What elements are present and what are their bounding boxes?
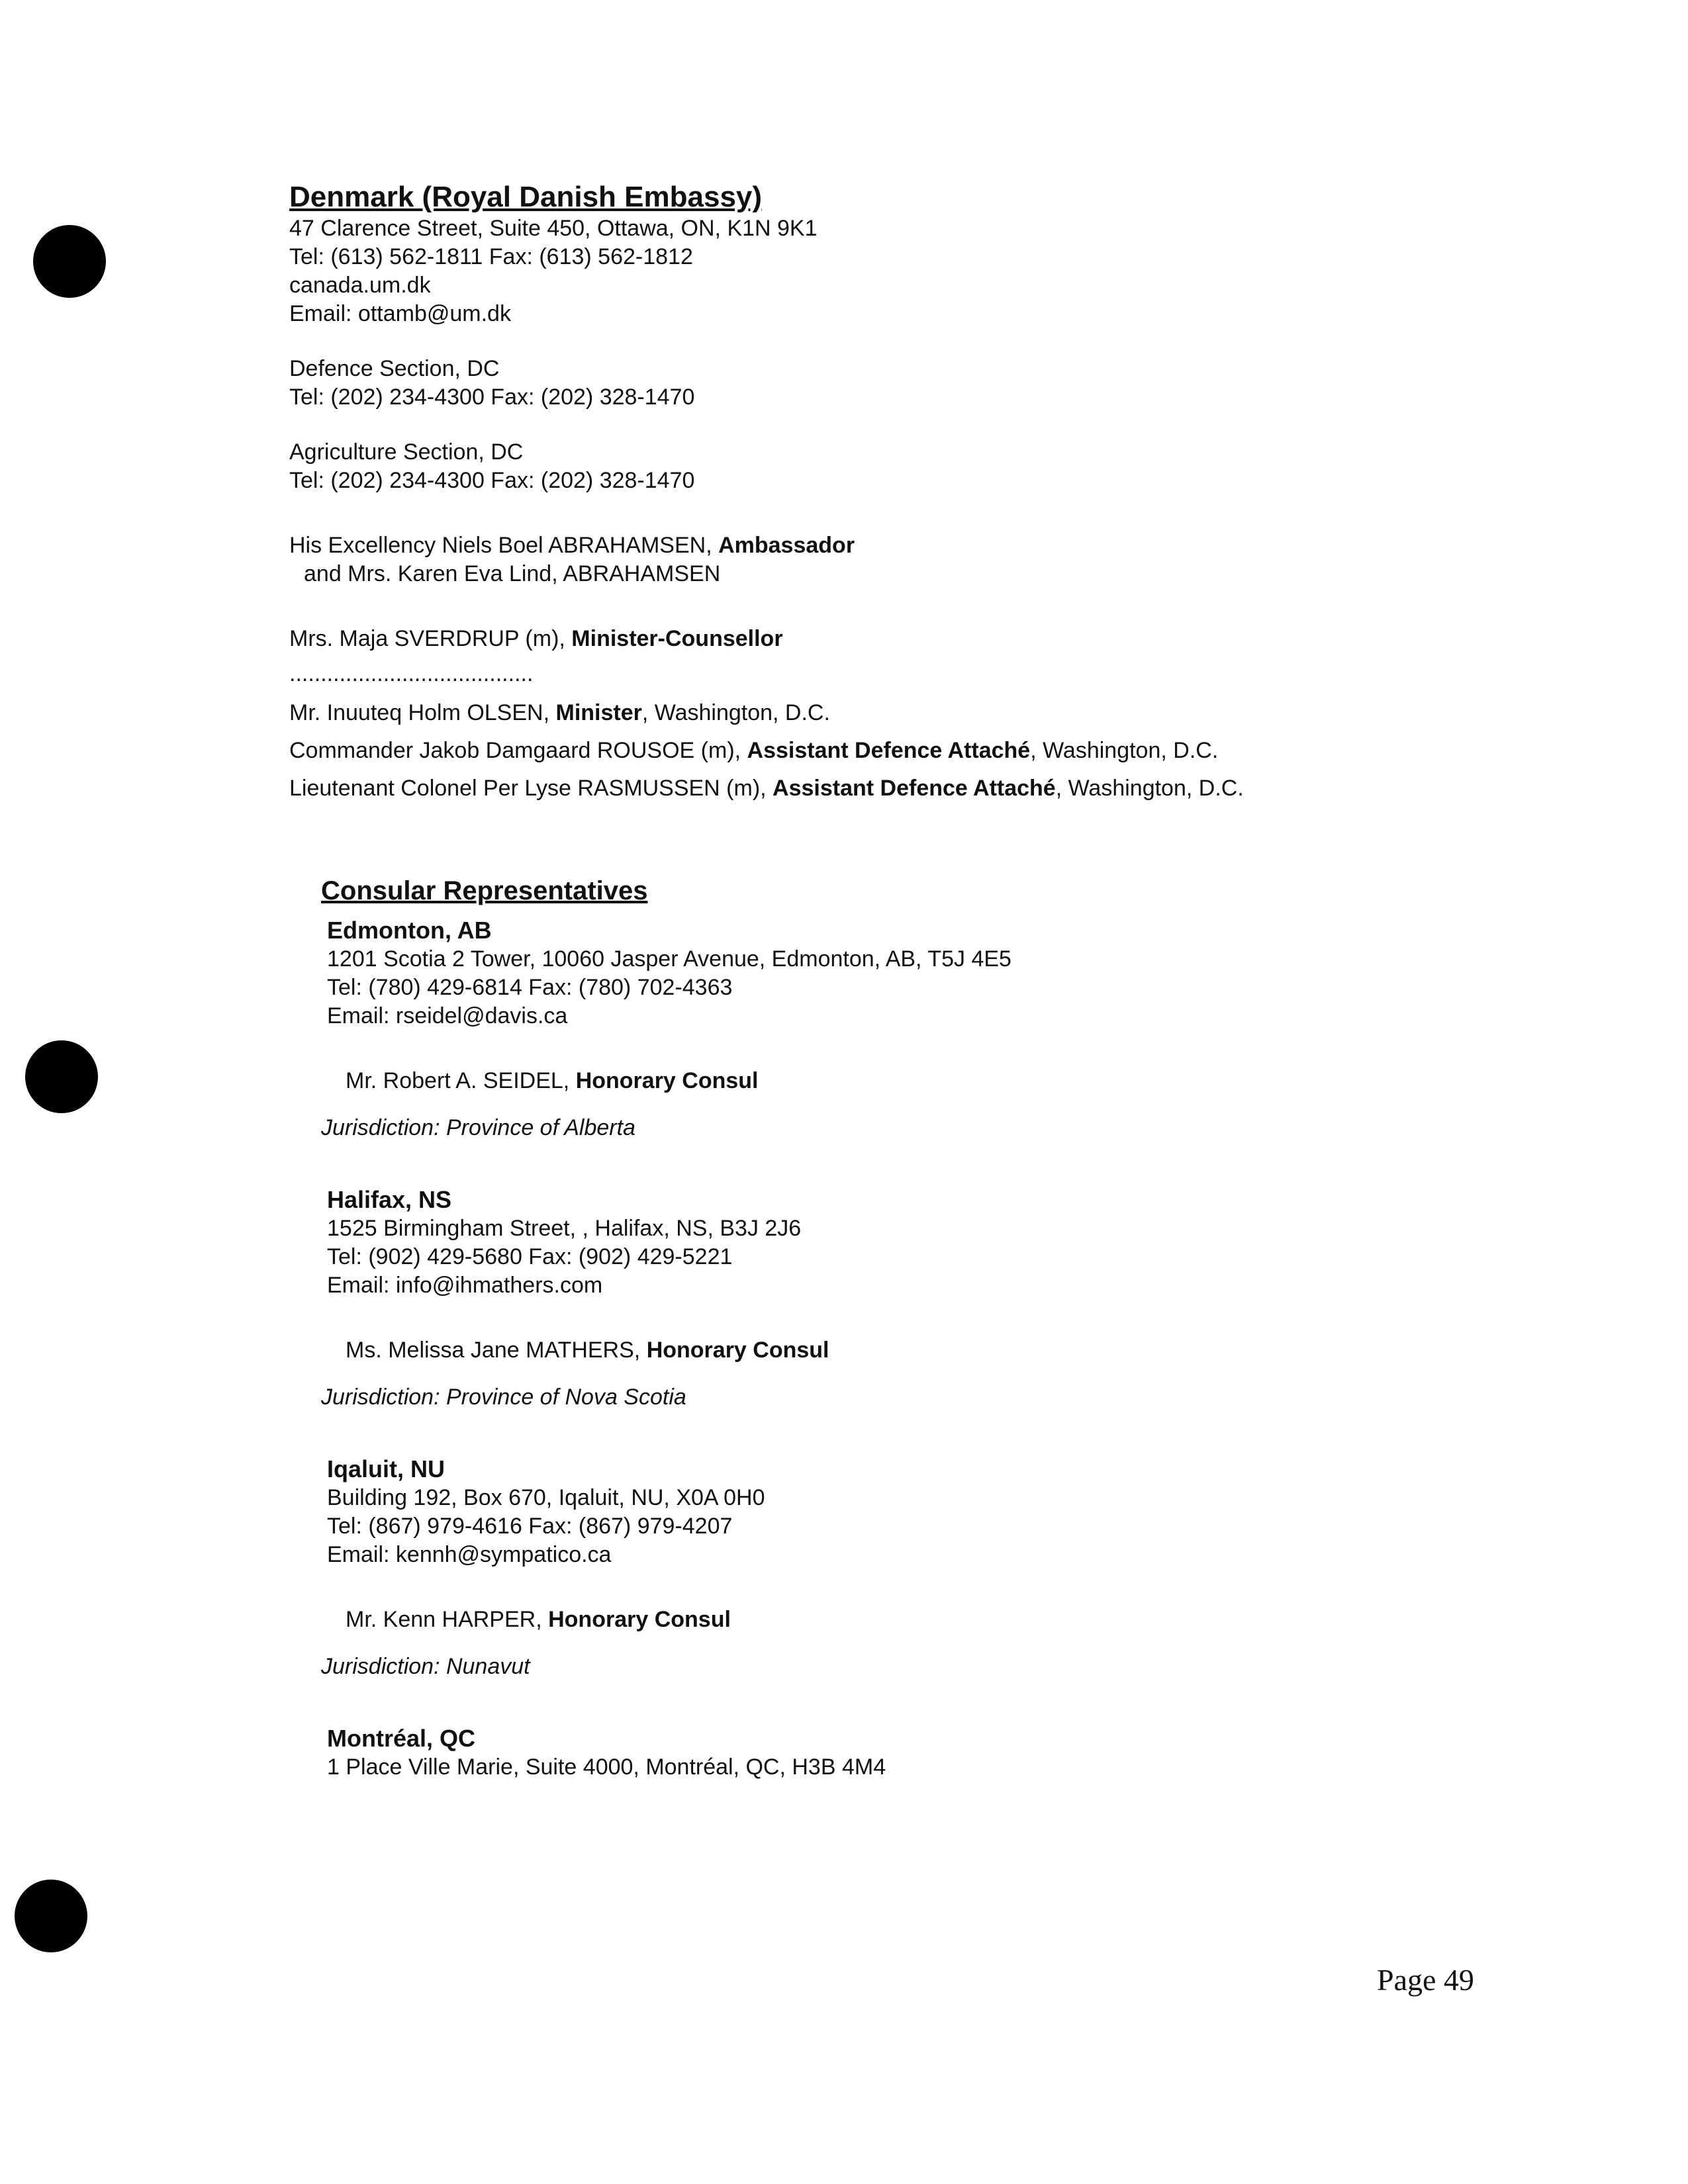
office-jurisdiction: Jurisdiction: Nunavut <box>321 1654 530 1679</box>
staff-location: , Washington, D.C. <box>1030 738 1219 763</box>
staff-name: Mr. Inuuteq Holm OLSEN, <box>289 700 556 725</box>
counsellor-title: Minister-Counsellor <box>571 626 783 651</box>
staff-location: , Washington, D.C. <box>641 700 830 725</box>
embassy-title: Denmark (Royal Danish Embassy) <box>289 181 763 213</box>
consul-name: Mr. Robert A. SEIDEL, <box>346 1068 576 1093</box>
punch-hole-bottom <box>15 1880 87 1952</box>
staff-line <box>289 694 1481 732</box>
embassy-email[interactable]: Email: ottamb@um.dk <box>289 301 511 326</box>
office-email[interactable]: Email: info@ihmathers.com <box>327 1273 603 1298</box>
ambassador-spouse: and Mrs. Karen Eva Lind, ABRAHAMSEN <box>304 561 721 586</box>
office-phone-fax: Tel: (902) 429-5680 Fax: (902) 429-5221 <box>327 1244 733 1269</box>
counsellor-line <box>289 625 1481 653</box>
office-jurisdiction: Jurisdiction: Province of Alberta <box>321 1115 635 1140</box>
office-email[interactable]: Email: rseidel@davis.ca <box>327 1003 568 1028</box>
office-phone-fax: Tel: (867) 979-4616 Fax: (867) 979-4207 <box>327 1514 733 1539</box>
consul-name: Mr. Kenn HARPER, <box>346 1607 549 1632</box>
consul-title: Honorary Consul <box>548 1607 731 1632</box>
consular-title: Consular Representatives <box>321 876 648 905</box>
staff-location: , Washington, D.C. <box>1055 776 1244 801</box>
office-address: 1 Place Ville Marie, Suite 4000, Montréal, QC, H3B 4M4 <box>327 1754 886 1780</box>
consul-title: Honorary Consul <box>646 1338 829 1363</box>
defence-section-phone-fax: Tel: (202) 234-4300 Fax: (202) 328-1470 <box>289 385 695 410</box>
consul-title: Honorary Consul <box>575 1068 759 1093</box>
office-email[interactable]: Email: kennh@sympatico.ca <box>327 1542 612 1567</box>
consul-line <box>327 1606 1446 1634</box>
agriculture-section-name: Agriculture Section, DC <box>289 439 524 465</box>
consular-office-iqaluit <box>321 1455 1446 1634</box>
office-city: Halifax, NS <box>327 1186 452 1213</box>
staff-title: Assistant Defence Attaché <box>747 738 1031 763</box>
staff-line <box>289 770 1481 807</box>
counsellor-name: Mrs. Maja SVERDRUP (m), <box>289 626 572 651</box>
agriculture-section-phone-fax: Tel: (202) 234-4300 Fax: (202) 328-1470 <box>289 468 695 493</box>
page-number: Page 49 <box>1377 1963 1474 1997</box>
consul-name: Ms. Melissa Jane MATHERS, <box>346 1338 647 1363</box>
separator-dots: ....................................... <box>289 661 534 686</box>
consul-line <box>327 1336 1446 1365</box>
ambassador-title: Ambassador <box>718 533 855 558</box>
staff-title: Minister <box>555 700 642 725</box>
embassy-phone-fax: Tel: (613) 562-1811 Fax: (613) 562-1812 <box>289 244 693 269</box>
ambassador-line <box>289 531 1481 560</box>
consul-line <box>327 1067 1446 1095</box>
defence-section-name: Defence Section, DC <box>289 356 500 381</box>
office-phone-fax: Tel: (780) 429-6814 Fax: (780) 702-4363 <box>327 975 733 1000</box>
embassy-address: 47 Clarence Street, Suite 450, Ottawa, ON, K1N 9K1 <box>289 216 818 241</box>
office-address: Building 192, Box 670, Iqaluit, NU, X0A 0H0 <box>327 1485 765 1510</box>
consular-office-montreal <box>321 1724 1446 1782</box>
punch-hole-middle <box>25 1040 98 1113</box>
staff-name: Commander Jakob Damgaard ROUSOE (m), <box>289 738 747 763</box>
staff-line <box>289 732 1481 770</box>
office-city: Edmonton, AB <box>327 917 492 944</box>
office-city: Iqaluit, NU <box>327 1455 445 1482</box>
consular-office-edmonton <box>321 916 1446 1095</box>
staff-title: Assistant Defence Attaché <box>773 776 1056 801</box>
office-city: Montréal, QC <box>327 1725 476 1752</box>
staff-name: Lieutenant Colonel Per Lyse RASMUSSEN (m), <box>289 776 773 801</box>
punch-hole-top <box>33 225 106 298</box>
embassy-section <box>289 180 1481 807</box>
consular-section <box>321 872 1446 1782</box>
embassy-website[interactable]: canada.um.dk <box>289 273 431 298</box>
office-address: 1525 Birmingham Street, , Halifax, NS, B3J 2J6 <box>327 1216 802 1241</box>
office-jurisdiction: Jurisdiction: Province of Nova Scotia <box>321 1385 686 1410</box>
consular-office-halifax <box>321 1185 1446 1365</box>
office-address: 1201 Scotia 2 Tower, 10060 Jasper Avenue, Edmonton, AB, T5J 4E5 <box>327 946 1011 972</box>
ambassador-name: His Excellency Niels Boel ABRAHAMSEN, <box>289 533 719 558</box>
